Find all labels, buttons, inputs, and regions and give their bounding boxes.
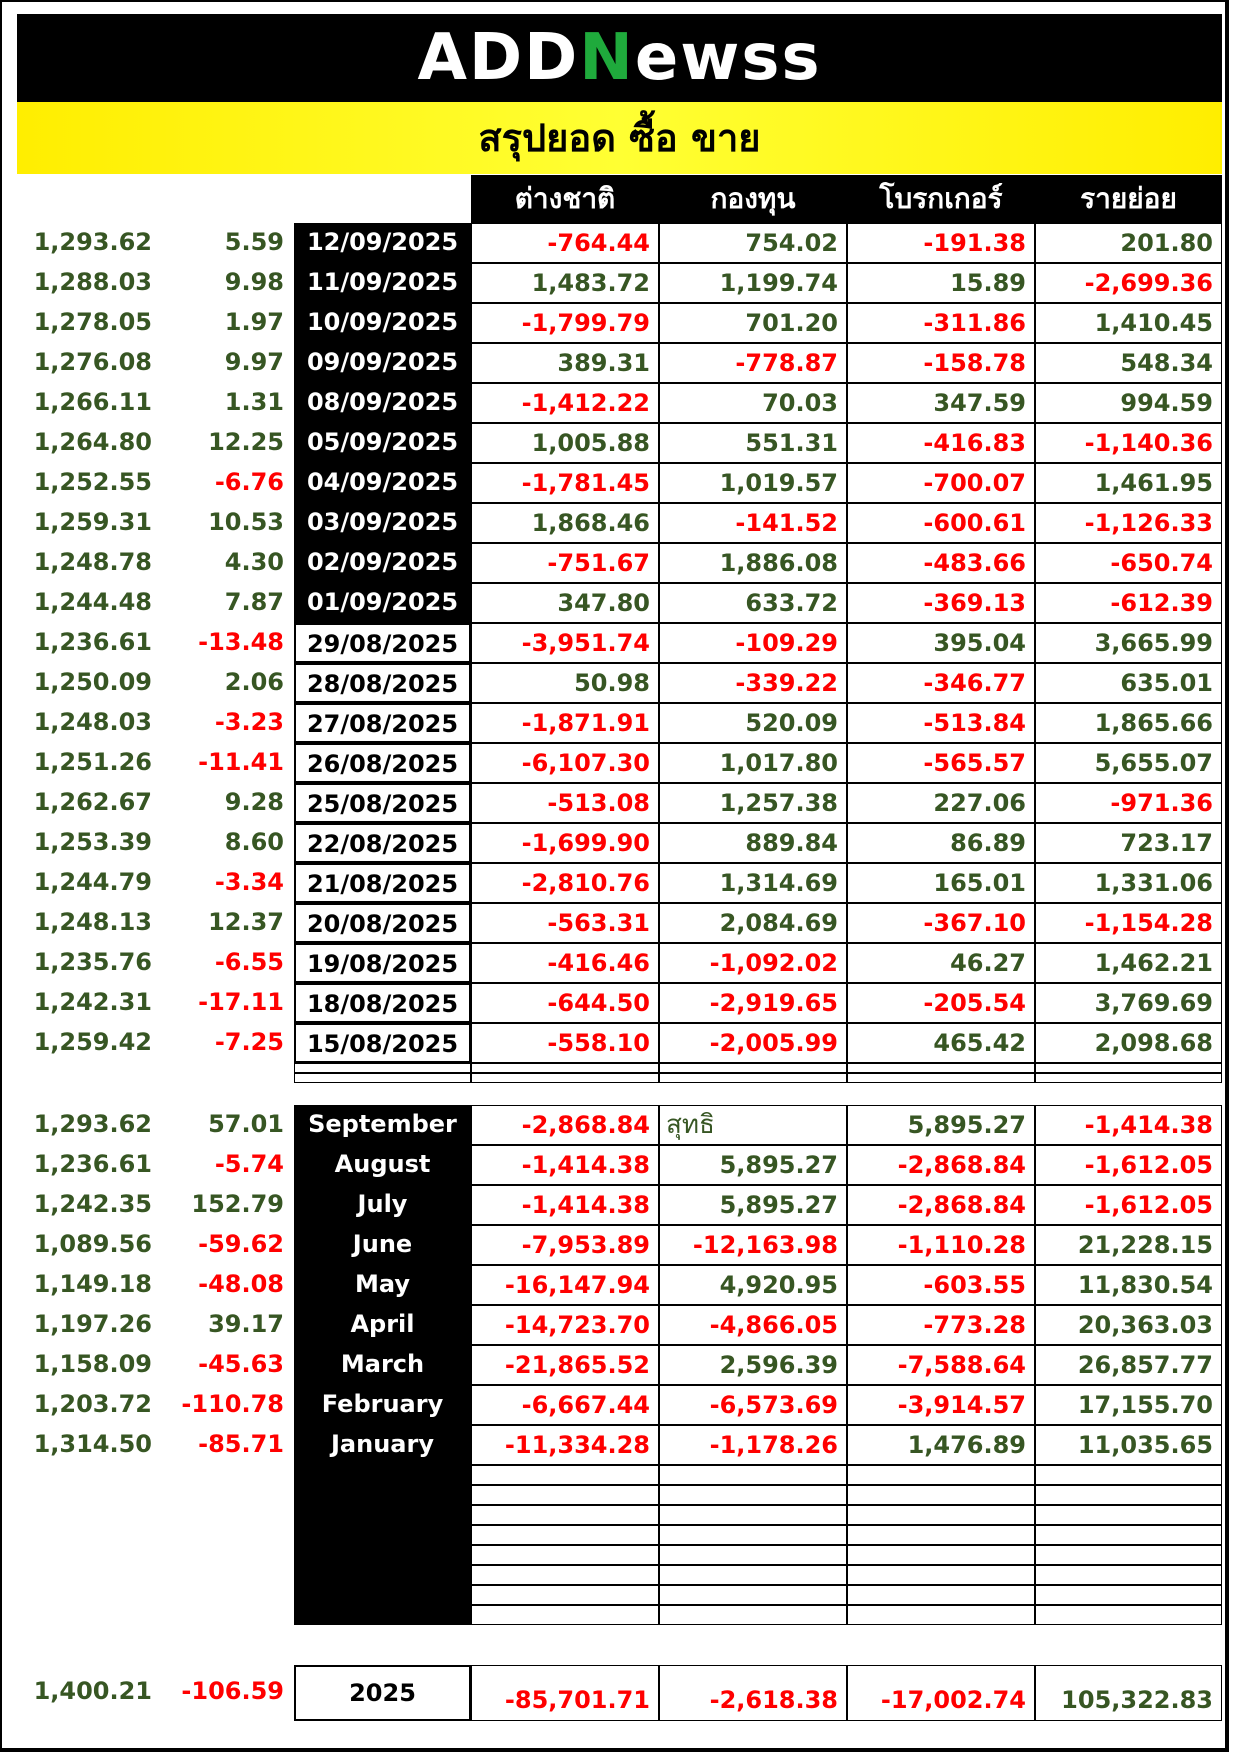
change-value: 9.98 (224, 268, 284, 296)
index-value: 1,248.13 (33, 908, 152, 936)
retail-cell: -1,140.36 (1035, 423, 1222, 463)
foreign-cell: -21,865.52 (471, 1345, 659, 1385)
change-value: -3.23 (214, 708, 284, 736)
index-value: 1,236.61 (33, 628, 152, 656)
broker-cell: -2,868.84 (847, 1145, 1035, 1185)
index-value: 1,276.08 (33, 348, 152, 376)
date-cell: 02/09/2025 (294, 543, 471, 583)
foreign-cell: -11,334.28 (471, 1425, 659, 1465)
change-value: -5.74 (214, 1150, 284, 1178)
spacer-row (847, 1063, 1035, 1073)
index-value: 1,203.72 (33, 1390, 152, 1418)
empty-row (1035, 1565, 1222, 1585)
index-value: 1,250.09 (33, 668, 152, 696)
broker-cell: 5,895.27 (847, 1105, 1035, 1145)
fund-cell: -109.29 (659, 623, 847, 663)
index-value: 1,293.62 (33, 1110, 152, 1138)
retail-cell: 201.80 (1035, 223, 1222, 263)
fund-cell: 70.03 (659, 383, 847, 423)
broker-cell: 46.27 (847, 943, 1035, 983)
change-value: 39.17 (208, 1310, 284, 1338)
header-fund: กองทุน (659, 175, 847, 223)
fund-cell: 889.84 (659, 823, 847, 863)
foreign-cell: 1,868.46 (471, 503, 659, 543)
empty-row (847, 1485, 1035, 1505)
brand-logo: ADDNewss (417, 21, 822, 95)
month-cell: July (294, 1185, 471, 1225)
retail-cell: -1,126.33 (1035, 503, 1222, 543)
index-value: 1,253.39 (33, 828, 152, 856)
change-value: -3.34 (214, 868, 284, 896)
foreign-cell: -16,147.94 (471, 1265, 659, 1305)
date-cell: 09/09/2025 (294, 343, 471, 383)
broker-cell: -7,588.64 (847, 1345, 1035, 1385)
date-cell: 04/09/2025 (294, 463, 471, 503)
fund-cell: -2,005.99 (659, 1023, 847, 1063)
broker-cell: 465.42 (847, 1023, 1035, 1063)
date-cell: 12/09/2025 (294, 223, 471, 263)
fund-cell: -6,573.69 (659, 1385, 847, 1425)
date-cell: 27/08/2025 (294, 703, 471, 743)
spacer-row (659, 1073, 847, 1083)
foreign-cell: 1,005.88 (471, 423, 659, 463)
index-value: 1,259.42 (33, 1028, 152, 1056)
page-title: สรุปยอด ซื้อ ขาย (478, 116, 761, 160)
foreign-cell: -764.44 (471, 223, 659, 263)
index-value: 1,244.79 (33, 868, 152, 896)
spacer-row (294, 1073, 471, 1083)
fund-cell: 1,019.57 (659, 463, 847, 503)
broker-cell: 347.59 (847, 383, 1035, 423)
index-value: 1,242.35 (33, 1190, 152, 1218)
change-value: -6.55 (214, 948, 284, 976)
foreign-cell: 1,483.72 (471, 263, 659, 303)
foreign-cell: -644.50 (471, 983, 659, 1023)
foreign-cell: -1,414.38 (471, 1145, 659, 1185)
date-cell: 03/09/2025 (294, 503, 471, 543)
empty-row (659, 1565, 847, 1585)
fund-cell: 754.02 (659, 223, 847, 263)
spacer-row (294, 1063, 471, 1073)
foreign-cell: 347.80 (471, 583, 659, 623)
change-value: 8.60 (224, 828, 284, 856)
broker-cell: -1,110.28 (847, 1225, 1035, 1265)
change-value: -110.78 (181, 1390, 284, 1418)
broker-cell: 165.01 (847, 863, 1035, 903)
index-value: 1,400.21 (33, 1677, 152, 1705)
index-value: 1,314.50 (33, 1430, 152, 1458)
empty-row (847, 1525, 1035, 1545)
date-cell: 19/08/2025 (294, 943, 471, 983)
header-broker: โบรกเกอร์ (847, 175, 1035, 223)
empty-row (847, 1545, 1035, 1565)
foreign-cell: -563.31 (471, 903, 659, 943)
retail-cell: 11,830.54 (1035, 1265, 1222, 1305)
empty-row (847, 1605, 1035, 1625)
foreign-cell: -1,871.91 (471, 703, 659, 743)
change-value: -85.71 (198, 1430, 284, 1458)
fund-cell: 633.72 (659, 583, 847, 623)
spacer-row (1035, 1073, 1222, 1083)
empty-row (659, 1545, 847, 1565)
broker-cell: 395.04 (847, 623, 1035, 663)
spacer-row (471, 1073, 659, 1083)
retail-cell: 548.34 (1035, 343, 1222, 383)
index-value: 1,089.56 (33, 1230, 152, 1258)
broker-cell: -158.78 (847, 343, 1035, 383)
date-cell: 21/08/2025 (294, 863, 471, 903)
date-cell: 18/08/2025 (294, 983, 471, 1023)
retail-cell: 26,857.77 (1035, 1345, 1222, 1385)
date-cell: 26/08/2025 (294, 743, 471, 783)
fund-cell: -778.87 (659, 343, 847, 383)
fund-cell: 701.20 (659, 303, 847, 343)
change-value: -11.41 (198, 748, 284, 776)
date-cell: 15/08/2025 (294, 1023, 471, 1063)
retail-cell: -1,612.05 (1035, 1185, 1222, 1225)
index-value: 1,248.03 (33, 708, 152, 736)
retail-cell: 20,363.03 (1035, 1305, 1222, 1345)
year-cell: 2025 (294, 1665, 471, 1721)
foreign-cell: -1,781.45 (471, 463, 659, 503)
fund-cell: 2,084.69 (659, 903, 847, 943)
empty-row (471, 1605, 659, 1625)
change-value: 7.87 (224, 588, 284, 616)
index-value: 1,293.62 (33, 228, 152, 256)
fund-cell: 1,886.08 (659, 543, 847, 583)
date-cell: 10/09/2025 (294, 303, 471, 343)
empty-row (471, 1585, 659, 1605)
month-cell: March (294, 1345, 471, 1385)
broker-cell: -483.66 (847, 543, 1035, 583)
change-value: -6.76 (214, 468, 284, 496)
fund-cell: สุทธิ (659, 1105, 847, 1145)
foreign-cell: -751.67 (471, 543, 659, 583)
logo-bar (17, 14, 1222, 102)
empty-row (659, 1485, 847, 1505)
foreign-cell: -1,412.22 (471, 383, 659, 423)
empty-row (1035, 1605, 1222, 1625)
broker-cell: -600.61 (847, 503, 1035, 543)
change-value: 9.97 (224, 348, 284, 376)
retail-cell: 5,655.07 (1035, 743, 1222, 783)
spacer-row (659, 1063, 847, 1073)
date-cell: 25/08/2025 (294, 783, 471, 823)
broker-cell: 227.06 (847, 783, 1035, 823)
fund-cell: 4,920.95 (659, 1265, 847, 1305)
broker-cell: -3,914.57 (847, 1385, 1035, 1425)
retail-total-cell: 105,322.83 (1035, 1665, 1222, 1721)
retail-cell: 635.01 (1035, 663, 1222, 703)
change-value: -106.59 (181, 1677, 284, 1705)
change-value: -59.62 (198, 1230, 284, 1258)
retail-cell: -1,612.05 (1035, 1145, 1222, 1185)
date-cell: 28/08/2025 (294, 663, 471, 703)
index-value: 1,197.26 (33, 1310, 152, 1338)
empty-row (1035, 1505, 1222, 1525)
empty-row (1035, 1525, 1222, 1545)
spacer-row (471, 1063, 659, 1073)
broker-cell: -367.10 (847, 903, 1035, 943)
change-value: 1.31 (224, 388, 284, 416)
fund-cell: 5,895.27 (659, 1185, 847, 1225)
fund-cell: -1,178.26 (659, 1425, 847, 1465)
change-value: 4.30 (224, 548, 284, 576)
fund-cell: -12,163.98 (659, 1225, 847, 1265)
fund-cell: -141.52 (659, 503, 847, 543)
fund-cell: -2,919.65 (659, 983, 847, 1023)
change-value: 152.79 (191, 1190, 284, 1218)
empty-row (1035, 1585, 1222, 1605)
empty-row (659, 1605, 847, 1625)
index-value: 1,158.09 (33, 1350, 152, 1378)
retail-cell: -1,154.28 (1035, 903, 1222, 943)
index-value: 1,288.03 (33, 268, 152, 296)
retail-cell: 1,462.21 (1035, 943, 1222, 983)
fund-cell: 2,596.39 (659, 1345, 847, 1385)
broker-cell: -2,868.84 (847, 1185, 1035, 1225)
change-value: 5.59 (224, 228, 284, 256)
change-value: -13.48 (198, 628, 284, 656)
foreign-total-cell: -85,701.71 (471, 1665, 659, 1721)
broker-cell: -369.13 (847, 583, 1035, 623)
index-value: 1,235.76 (33, 948, 152, 976)
retail-cell: 2,098.68 (1035, 1023, 1222, 1063)
fund-cell: 1,017.80 (659, 743, 847, 783)
empty-row (471, 1525, 659, 1545)
empty-row (1035, 1465, 1222, 1485)
foreign-cell: -3,951.74 (471, 623, 659, 663)
foreign-cell: 389.31 (471, 343, 659, 383)
fund-cell: 551.31 (659, 423, 847, 463)
month-cell: June (294, 1225, 471, 1265)
index-value: 1,248.78 (33, 548, 152, 576)
foreign-cell: 50.98 (471, 663, 659, 703)
broker-cell: -513.84 (847, 703, 1035, 743)
broker-cell: -773.28 (847, 1305, 1035, 1345)
broker-cell: -603.55 (847, 1265, 1035, 1305)
spacer-row (847, 1073, 1035, 1083)
retail-cell: 723.17 (1035, 823, 1222, 863)
index-value: 1,244.48 (33, 588, 152, 616)
change-value: 12.25 (208, 428, 284, 456)
month-cell: January (294, 1425, 471, 1465)
index-value: 1,251.26 (33, 748, 152, 776)
broker-cell: -205.54 (847, 983, 1035, 1023)
retail-cell: 1,331.06 (1035, 863, 1222, 903)
change-value: 1.97 (224, 308, 284, 336)
retail-cell: -650.74 (1035, 543, 1222, 583)
foreign-cell: -1,699.90 (471, 823, 659, 863)
change-value: -48.08 (198, 1270, 284, 1298)
foreign-cell: -513.08 (471, 783, 659, 823)
month-cell: April (294, 1305, 471, 1345)
change-value: -7.25 (214, 1028, 284, 1056)
foreign-cell: -7,953.89 (471, 1225, 659, 1265)
retail-cell: 994.59 (1035, 383, 1222, 423)
empty-row (471, 1545, 659, 1565)
header-foreign: ต่างชาติ (471, 175, 659, 223)
broker-cell: 15.89 (847, 263, 1035, 303)
date-cell: 08/09/2025 (294, 383, 471, 423)
index-value: 1,236.61 (33, 1150, 152, 1178)
change-value: 9.28 (224, 788, 284, 816)
empty-row (1035, 1545, 1222, 1565)
foreign-cell: -2,868.84 (471, 1105, 659, 1145)
empty-row (847, 1505, 1035, 1525)
change-value: 57.01 (208, 1110, 284, 1138)
change-value: 10.53 (208, 508, 284, 536)
spacer-row (1035, 1063, 1222, 1073)
foreign-cell: -558.10 (471, 1023, 659, 1063)
retail-cell: 3,769.69 (1035, 983, 1222, 1023)
empty-row (847, 1465, 1035, 1485)
month-cell: August (294, 1145, 471, 1185)
foreign-cell: -6,667.44 (471, 1385, 659, 1425)
broker-cell: -700.07 (847, 463, 1035, 503)
broker-cell: -311.86 (847, 303, 1035, 343)
foreign-cell: -1,414.38 (471, 1185, 659, 1225)
change-value: -45.63 (198, 1350, 284, 1378)
empty-row (659, 1525, 847, 1545)
fund-cell: -339.22 (659, 663, 847, 703)
broker-cell: -191.38 (847, 223, 1035, 263)
fund-total-cell: -2,618.38 (659, 1665, 847, 1721)
retail-cell: 1,410.45 (1035, 303, 1222, 343)
index-value: 1,266.11 (33, 388, 152, 416)
date-cell: 05/09/2025 (294, 423, 471, 463)
index-value: 1,259.31 (33, 508, 152, 536)
retail-cell: -612.39 (1035, 583, 1222, 623)
broker-cell: -346.77 (847, 663, 1035, 703)
broker-cell: 86.89 (847, 823, 1035, 863)
index-value: 1,264.80 (33, 428, 152, 456)
empty-row (847, 1565, 1035, 1585)
header-retail: รายย่อย (1035, 175, 1222, 223)
date-cell: 22/08/2025 (294, 823, 471, 863)
change-value: 2.06 (224, 668, 284, 696)
retail-cell: 11,035.65 (1035, 1425, 1222, 1465)
retail-cell: 21,228.15 (1035, 1225, 1222, 1265)
date-cell: 11/09/2025 (294, 263, 471, 303)
retail-cell: 17,155.70 (1035, 1385, 1222, 1425)
foreign-cell: -416.46 (471, 943, 659, 983)
foreign-cell: -6,107.30 (471, 743, 659, 783)
empty-row (471, 1485, 659, 1505)
date-cell: 29/08/2025 (294, 623, 471, 663)
fund-cell: -4,866.05 (659, 1305, 847, 1345)
fund-cell: 1,257.38 (659, 783, 847, 823)
retail-cell: -1,414.38 (1035, 1105, 1222, 1145)
retail-cell: 1,865.66 (1035, 703, 1222, 743)
retail-cell: -971.36 (1035, 783, 1222, 823)
index-value: 1,278.05 (33, 308, 152, 336)
empty-row (659, 1465, 847, 1485)
retail-cell: 3,665.99 (1035, 623, 1222, 663)
broker-cell: 1,476.89 (847, 1425, 1035, 1465)
month-cell: May (294, 1265, 471, 1305)
empty-row (1035, 1485, 1222, 1505)
broker-cell: -565.57 (847, 743, 1035, 783)
index-value: 1,262.67 (33, 788, 152, 816)
index-value: 1,252.55 (33, 468, 152, 496)
empty-row (471, 1505, 659, 1525)
empty-row (659, 1585, 847, 1605)
foreign-cell: -14,723.70 (471, 1305, 659, 1345)
broker-cell: -416.83 (847, 423, 1035, 463)
index-value: 1,242.31 (33, 988, 152, 1016)
title-banner (17, 102, 1222, 174)
change-value: -17.11 (198, 988, 284, 1016)
fund-cell: 1,314.69 (659, 863, 847, 903)
fund-cell: 1,199.74 (659, 263, 847, 303)
index-value: 1,149.18 (33, 1270, 152, 1298)
fund-cell: 5,895.27 (659, 1145, 847, 1185)
foreign-cell: -2,810.76 (471, 863, 659, 903)
change-value: 12.37 (208, 908, 284, 936)
fund-cell: -1,092.02 (659, 943, 847, 983)
broker-total-cell: -17,002.74 (847, 1665, 1035, 1721)
date-cell: 20/08/2025 (294, 903, 471, 943)
fund-cell: 520.09 (659, 703, 847, 743)
foreign-cell: -1,799.79 (471, 303, 659, 343)
empty-row (659, 1505, 847, 1525)
retail-cell: -2,699.36 (1035, 263, 1222, 303)
retail-cell: 1,461.95 (1035, 463, 1222, 503)
empty-row (471, 1565, 659, 1585)
month-cell: February (294, 1385, 471, 1425)
date-cell: 01/09/2025 (294, 583, 471, 623)
month-cell: September (294, 1105, 471, 1145)
empty-row (847, 1585, 1035, 1605)
empty-row (471, 1465, 659, 1485)
